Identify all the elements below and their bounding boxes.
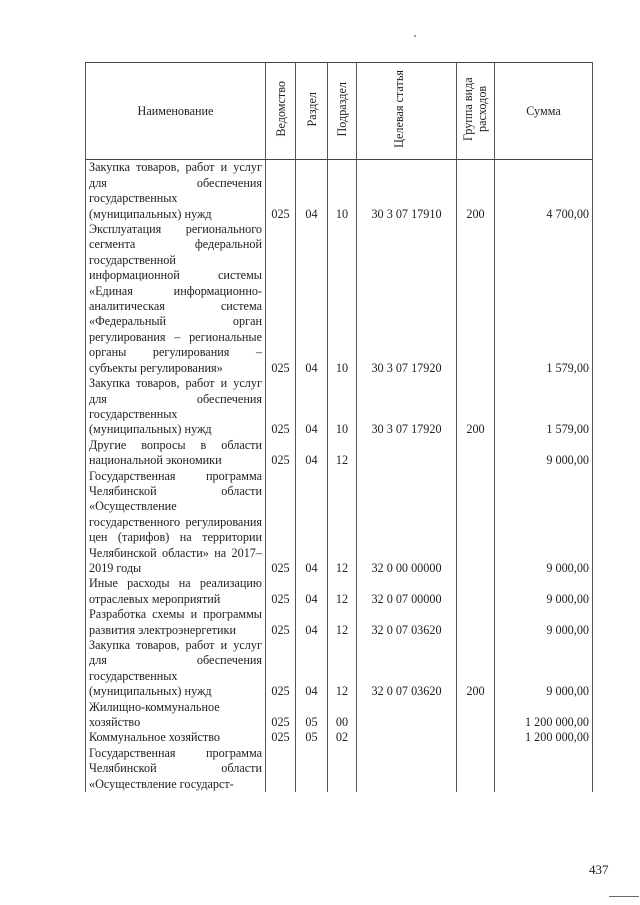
cell-section: 04 <box>296 222 328 376</box>
cell-subsection: 00 <box>328 700 357 731</box>
cell-subsection <box>328 746 357 792</box>
cell-expense-group <box>457 469 495 577</box>
cell-amount: 4 700,00 <box>495 160 593 222</box>
cell-amount: 1 200 000,00 <box>495 730 593 745</box>
cell-expense-group: 200 <box>457 638 495 700</box>
cell-expense-group <box>457 438 495 469</box>
table-row <box>86 376 593 438</box>
header-subsection: Подраздел <box>328 63 357 160</box>
cell-name: Закупка товаров, работ и услуг для обеспечения государственных (муниципальных) нужд <box>86 160 266 222</box>
cell-expense-group <box>457 607 495 638</box>
cell-section: 04 <box>296 576 328 607</box>
cell-subsection: 10 <box>328 376 357 438</box>
cell-section: 04 <box>296 607 328 638</box>
header-expense-group: Группа вида расходов <box>457 63 495 160</box>
cell-amount: 9 000,00 <box>495 438 593 469</box>
cell-amount: 1 579,00 <box>495 222 593 376</box>
cell-subsection: 02 <box>328 730 357 745</box>
cell-name: Разработка схемы и программы развития электроэнергетики <box>86 607 266 638</box>
cell-department: 025 <box>266 730 296 745</box>
cell-target-article: 32 0 07 03620 <box>357 638 457 700</box>
cell-target-article: 30 3 07 17910 <box>357 160 457 222</box>
cell-subsection: 12 <box>328 469 357 577</box>
cell-department: 025 <box>266 222 296 376</box>
table-row <box>86 576 593 607</box>
cell-amount: 9 000,00 <box>495 576 593 607</box>
cell-expense-group: 200 <box>457 376 495 438</box>
cell-subsection: 12 <box>328 607 357 638</box>
cell-section: 04 <box>296 160 328 222</box>
cell-name: Закупка товаров, работ и услуг для обеспечения государственных (муниципальных) нужд <box>86 376 266 438</box>
cell-name: Эксплуатация регионального сегмента федеральной государственной информационной системы «Единая информационно-аналитическая система «Федеральный орган регулирования – региональные органы регулирования – субъекты регулирования» <box>86 222 266 376</box>
table-row <box>86 746 593 792</box>
cell-expense-group <box>457 700 495 731</box>
table-row <box>86 607 593 638</box>
cell-target-article <box>357 730 457 745</box>
cell-section: 04 <box>296 438 328 469</box>
cell-section: 04 <box>296 469 328 577</box>
cell-department: 025 <box>266 438 296 469</box>
cell-name: Другие вопросы в области национальной экономики <box>86 438 266 469</box>
cell-subsection: 12 <box>328 438 357 469</box>
cell-name: Закупка товаров, работ и услуг для обеспечения государственных (муниципальных) нужд <box>86 638 266 700</box>
cell-subsection: 12 <box>328 638 357 700</box>
cell-section <box>296 746 328 792</box>
cell-target-article <box>357 700 457 731</box>
cell-section: 04 <box>296 376 328 438</box>
header-target-article: Целевая статья <box>357 63 457 160</box>
scan-edge-mark <box>609 896 639 897</box>
table-row <box>86 730 593 745</box>
cell-expense-group: 200 <box>457 160 495 222</box>
table-row <box>86 222 593 376</box>
table-row <box>86 160 593 222</box>
table-row <box>86 438 593 469</box>
cell-amount: 9 000,00 <box>495 469 593 577</box>
cell-department: 025 <box>266 638 296 700</box>
cell-amount: 9 000,00 <box>495 638 593 700</box>
header-section: Раздел <box>296 63 328 160</box>
cell-amount <box>495 746 593 792</box>
cell-expense-group <box>457 746 495 792</box>
cell-name: Иные расходы на реализацию отраслевых мероприятий <box>86 576 266 607</box>
cell-expense-group <box>457 730 495 745</box>
cell-amount: 1 200 000,00 <box>495 700 593 731</box>
cell-department: 025 <box>266 160 296 222</box>
table-row <box>86 638 593 700</box>
cell-section: 04 <box>296 638 328 700</box>
cell-department: 025 <box>266 700 296 731</box>
cell-target-article <box>357 746 457 792</box>
cell-department: 025 <box>266 607 296 638</box>
cell-expense-group <box>457 222 495 376</box>
cell-department: 025 <box>266 469 296 577</box>
header-department: Ведомство <box>266 63 296 160</box>
table-row <box>86 469 593 577</box>
cell-amount: 1 579,00 <box>495 376 593 438</box>
header-amount: Сумма <box>495 63 593 160</box>
cell-target-article: 32 0 07 00000 <box>357 576 457 607</box>
budget-table <box>85 62 593 792</box>
cell-department: 025 <box>266 376 296 438</box>
cell-target-article: 32 0 00 00000 <box>357 469 457 577</box>
cell-target-article: 32 0 07 03620 <box>357 607 457 638</box>
cell-name: Жилищно-коммунальное хозяйство <box>86 700 266 731</box>
cell-name: Государственная программа Челябинской области «Осуществление государст- <box>86 746 266 792</box>
cell-department: 025 <box>266 576 296 607</box>
cell-expense-group <box>457 576 495 607</box>
cell-department <box>266 746 296 792</box>
cell-section: 05 <box>296 730 328 745</box>
cell-subsection: 10 <box>328 160 357 222</box>
cell-amount: 9 000,00 <box>495 607 593 638</box>
cell-target-article: 30 3 07 17920 <box>357 222 457 376</box>
cell-subsection: 10 <box>328 222 357 376</box>
table-row <box>86 700 593 731</box>
header-name: Наименование <box>86 63 266 160</box>
cell-target-article <box>357 438 457 469</box>
cell-section: 05 <box>296 700 328 731</box>
cell-subsection: 12 <box>328 576 357 607</box>
page-number: 437 <box>589 862 609 877</box>
table-header-row <box>86 63 593 160</box>
cell-target-article: 30 3 07 17920 <box>357 376 457 438</box>
cell-name: Государственная программа Челябинской области «Осуществление государственного регулирования цен (тарифов) на территории Челябинской области» на 2017–2019 годы <box>86 469 266 577</box>
cell-name: Коммунальное хозяйство <box>86 730 266 745</box>
scan-speck <box>414 35 416 37</box>
